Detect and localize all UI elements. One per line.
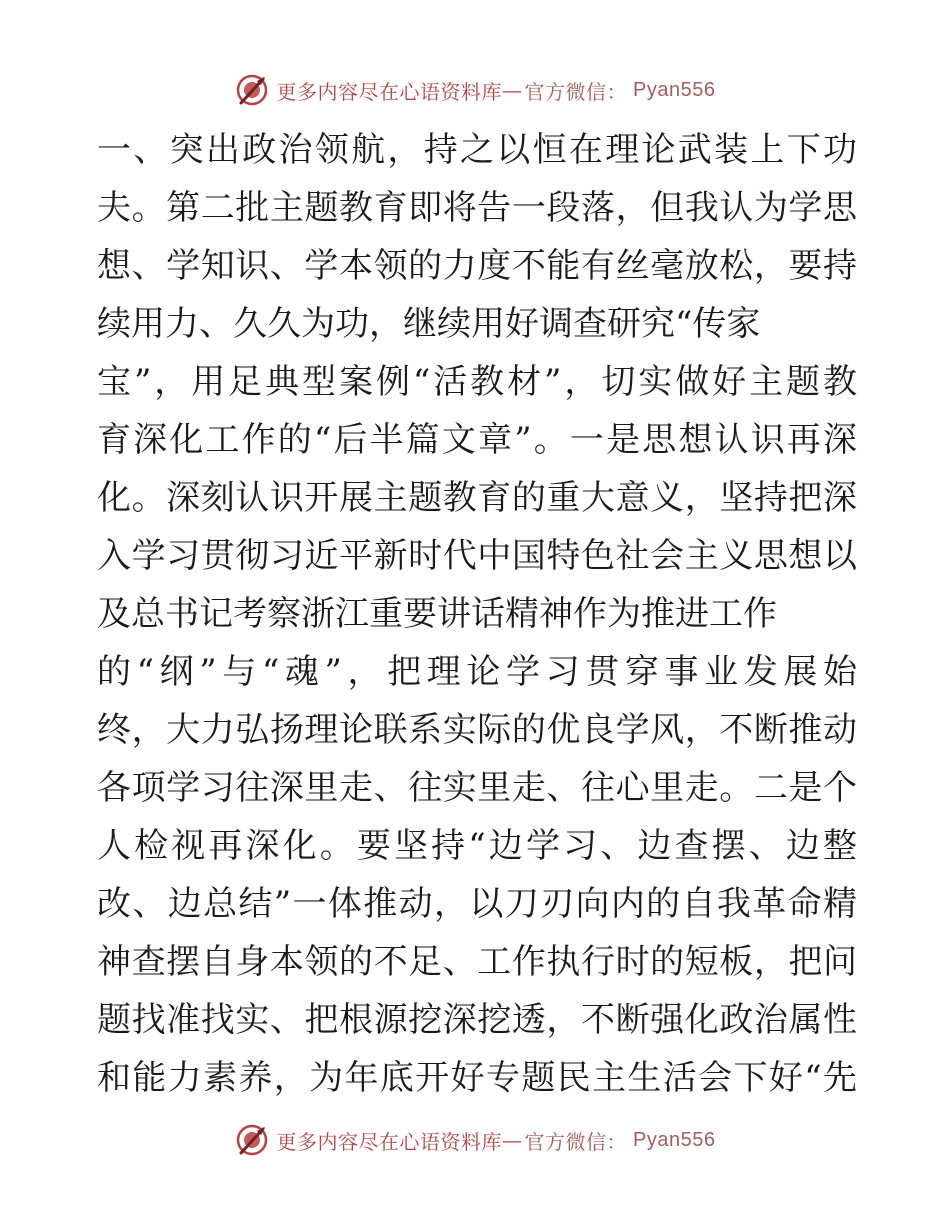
body-line: 化。深刻认识开展主题教育的重大意义，坚持把深 — [97, 478, 857, 518]
body-line: 续用力、久久为功，继续用好调查研究“传家 — [97, 304, 761, 344]
body-line: 人检视再深化。要坚持“边学习、边查摆、边整 — [97, 826, 857, 866]
body-line: 和能力素养，为年底开好专题民主生活会下好“先 — [97, 1058, 857, 1098]
body-line: 入学习贯彻习近平新时代中国特色社会主义思想以 — [97, 536, 857, 576]
header-separator: — — [502, 78, 523, 102]
body-line: 及总书记考察浙江重要讲话精神作为推进工作 — [97, 594, 777, 634]
footer-separator: — — [502, 1128, 523, 1152]
body-line: 神查摆自身本领的不足、工作执行时的短板，把问 — [97, 942, 857, 982]
footer-wechat-id: Pyan556 — [633, 1128, 716, 1151]
body-line: 想、学知识、学本领的力度不能有丝毫放松，要持 — [97, 246, 857, 286]
footer-banner-text: 更多内容尽在心语资料库 — [276, 1129, 503, 1154]
feather-logo-icon — [235, 73, 269, 107]
document-body — [97, 121, 857, 1107]
header-wechat-label: 官方微信： — [524, 79, 628, 104]
body-line: 宝”，用足典型案例“活教材”，切实做好主题教 — [97, 362, 857, 402]
footer-wechat-label: 官方微信： — [524, 1129, 628, 1154]
header-wechat-id: Pyan556 — [633, 78, 716, 101]
feather-logo-icon — [235, 1123, 269, 1157]
body-line: 夫。第二批主题教育即将告一段落，但我认为学思 — [97, 188, 857, 228]
footer-banner — [0, 1120, 950, 1160]
header-banner — [0, 70, 950, 110]
body-line: 题找准找实、把根源挖深挖透，不断强化政治属性 — [97, 1000, 857, 1040]
body-line: 育深化工作的“后半篇文章”。一是思想认识再深 — [97, 420, 857, 460]
body-line: 改、边总结”一体推动，以刀刃向内的自我革命精 — [97, 884, 857, 924]
body-line: 一、突出政治领航，持之以恒在理论武装上下功 — [97, 130, 857, 170]
body-line: 的“纲”与“魂”，把理论学习贯穿事业发展始 — [97, 652, 857, 692]
body-line: 终，大力弘扬理论联系实际的优良学风，不断推动 — [97, 710, 857, 750]
body-line: 各项学习往深里走、往实里走、往心里走。二是个 — [97, 768, 857, 808]
header-banner-text: 更多内容尽在心语资料库 — [276, 79, 503, 104]
